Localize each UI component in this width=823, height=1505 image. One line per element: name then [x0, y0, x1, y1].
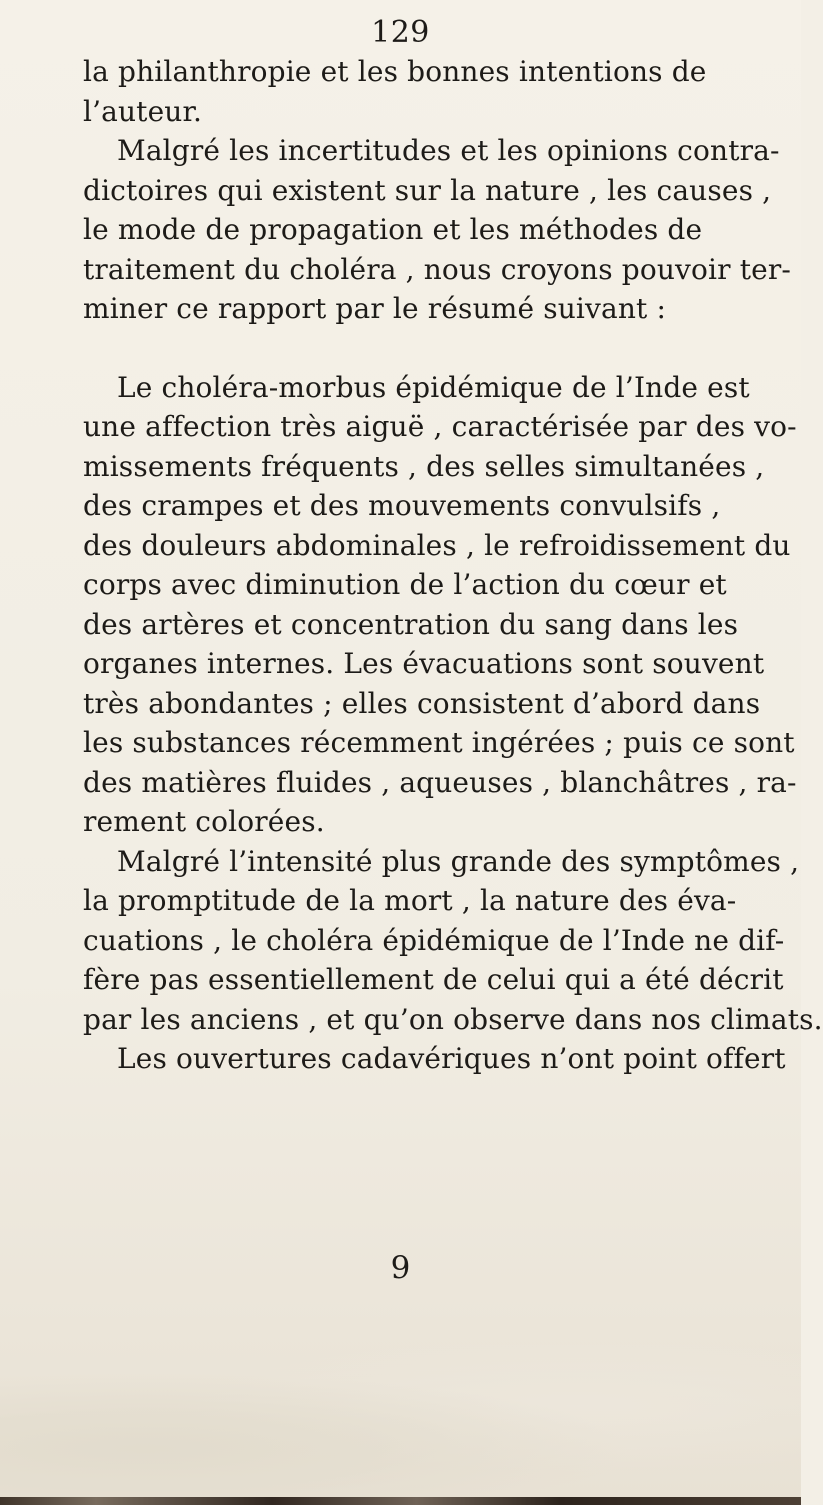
text-line: fère pas essentiellement de celui qui a été décrit: [83, 963, 784, 996]
text-line: les substances récemment ingérées ; puis ce sont: [83, 726, 795, 759]
text-line: très abondantes ; elles consistent d’abord dans: [83, 686, 761, 720]
page-text: [83, 52, 823, 1079]
paragraph-gap: [83, 329, 668, 368]
page-bottom-edge: [0, 1497, 801, 1505]
text-line: la philanthropie et les bonnes intentions de: [83, 55, 707, 88]
text-line: le mode de propagation et les méthodes de: [83, 213, 703, 246]
text-line: organes internes. Les évacuations sont souvent: [83, 647, 765, 680]
text-line: par les anciens , et qu’on observe dans nos climats.: [83, 1002, 823, 1036]
printer-signature: 9: [390, 1250, 411, 1286]
text-line: Malgré l’intensité plus grande des symptômes ,: [117, 844, 800, 878]
text-line: dictoires qui existent sur la nature , les causes ,: [83, 173, 772, 207]
text-line: traitement du choléra , nous croyons pouvoir ter-: [83, 252, 791, 286]
page-number: 129: [371, 15, 430, 50]
text-line: Les ouvertures cadavériques n’ont point offert: [117, 1042, 786, 1075]
text-line: Le choléra-morbus épidémique de l’Inde est: [117, 370, 750, 404]
text-line: des douleurs abdominales , le refroidissement du: [83, 528, 791, 562]
text-line: la promptitude de la mort , la nature des éva-: [83, 884, 737, 917]
text-line: Malgré les incertitudes et les opinions contra-: [117, 134, 780, 167]
text-line: des crampes et des mouvements convulsifs ,: [83, 489, 721, 522]
text-line: miner ce rapport par le résumé suivant :: [83, 292, 667, 325]
text-line: l’auteur.: [83, 94, 202, 128]
text-line: cuations , le choléra épidémique de l’Inde ne dif-: [83, 923, 785, 957]
text-line: rement colorées.: [83, 805, 325, 838]
text-line: une affection très aiguë , caractérisée par des vo-: [83, 410, 797, 443]
paper-stain: [0, 1345, 801, 1505]
text-line: missements fréquents , des selles simultanées ,: [83, 449, 765, 483]
text-line: des artères et concentration du sang dans les: [83, 607, 739, 641]
text-line: des matières fluides , aqueuses , blanchâtres , ra-: [83, 765, 797, 799]
text-line: corps avec diminution de l’action du cœur et: [83, 568, 727, 601]
